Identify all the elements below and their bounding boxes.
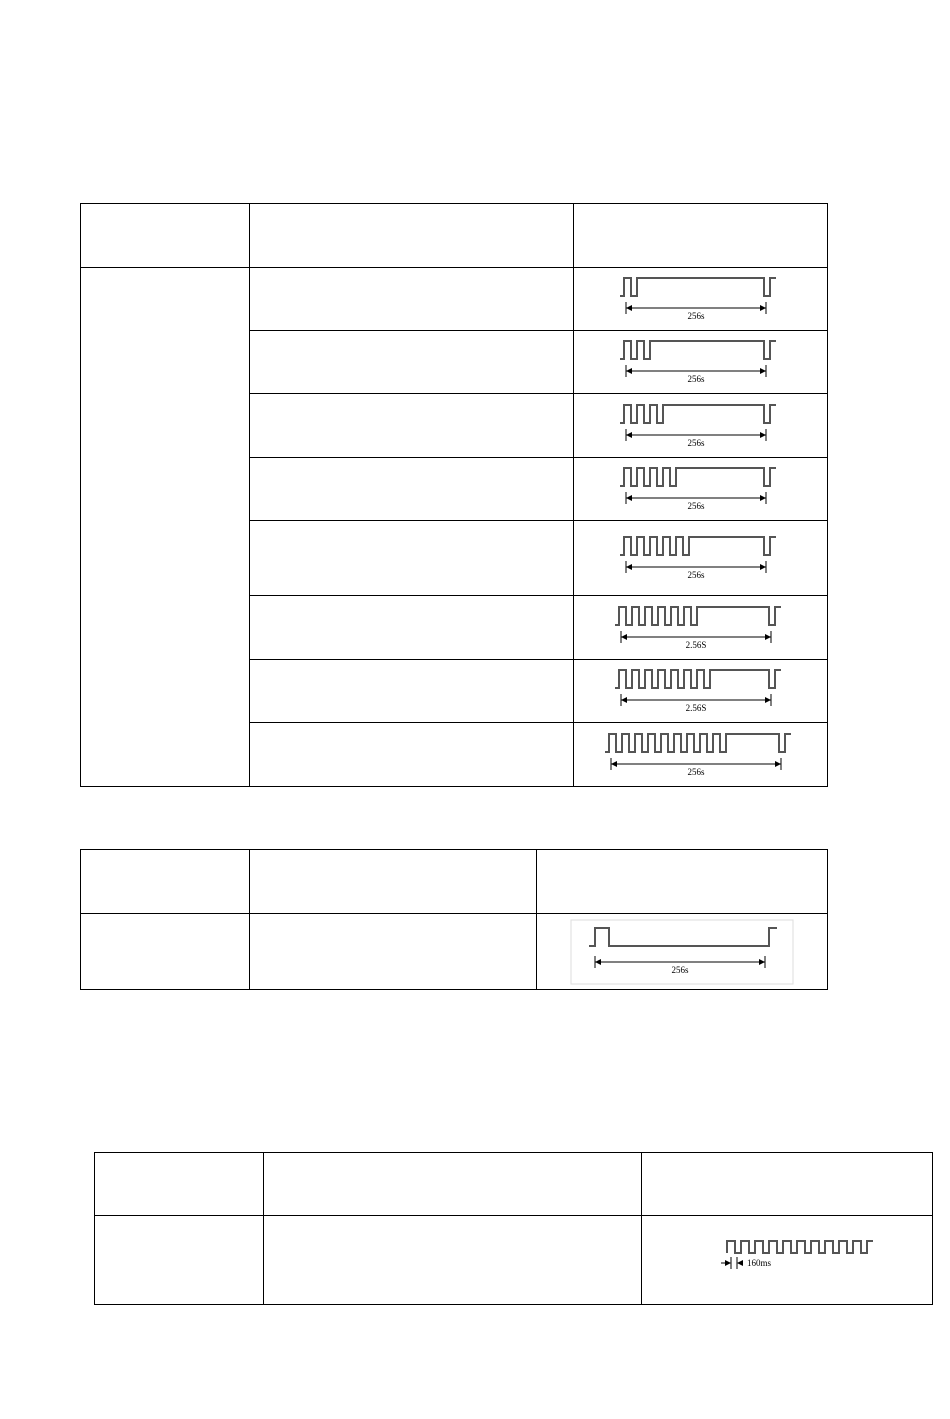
table-header-row xyxy=(95,1153,933,1216)
header-cell xyxy=(81,850,250,914)
table-header-row xyxy=(81,204,828,268)
arrow-head xyxy=(626,368,632,374)
pulse-table-2 xyxy=(80,849,828,990)
waveform-cell xyxy=(574,521,828,596)
waveform-diagram xyxy=(616,462,786,516)
waveform-diagram xyxy=(616,335,786,389)
duration-label: 256s xyxy=(686,570,705,580)
merged-category-cell xyxy=(81,268,250,787)
pulse-train xyxy=(605,734,791,752)
waveform-diagram xyxy=(611,601,791,655)
arrow-head xyxy=(760,368,766,374)
table-header-row xyxy=(81,850,828,914)
arrow-head xyxy=(760,564,766,570)
arrow-head xyxy=(760,432,766,438)
duration-label: 256s xyxy=(686,311,705,321)
pulse-train xyxy=(620,468,776,486)
header-cell xyxy=(264,1153,642,1216)
pulse-train xyxy=(620,405,776,423)
arrow-head xyxy=(611,761,617,767)
header-cell xyxy=(537,850,828,914)
pulse-train xyxy=(620,537,776,555)
pulse-train xyxy=(620,278,776,296)
arrow-head xyxy=(626,432,632,438)
arrow-head xyxy=(765,634,771,640)
duration-label: 256s xyxy=(671,964,689,975)
arrow-head xyxy=(626,495,632,501)
pulse-train xyxy=(620,341,776,359)
duration-label: 160ms xyxy=(747,1258,772,1268)
description-cell xyxy=(250,660,574,723)
waveform-cell xyxy=(642,1216,933,1305)
pulse-train xyxy=(615,670,781,688)
arrow-head xyxy=(595,959,601,965)
header-cell xyxy=(574,204,828,268)
waveform-cell xyxy=(574,458,828,521)
pulse-train xyxy=(615,607,781,625)
waveform-cell xyxy=(574,596,828,660)
waveform-cell xyxy=(574,331,828,394)
table-row xyxy=(95,1216,933,1305)
table-row xyxy=(81,914,828,990)
pulse-table-1 xyxy=(80,203,828,787)
arrow-head xyxy=(765,697,771,703)
header-cell xyxy=(250,204,574,268)
arrow-head xyxy=(775,761,781,767)
description-cell xyxy=(250,331,574,394)
waveform-cell xyxy=(537,914,828,990)
duration-label: 256s xyxy=(686,437,705,448)
arrow-head xyxy=(621,697,627,703)
header-cell xyxy=(95,1153,264,1216)
waveform-cell xyxy=(574,723,828,787)
table-row xyxy=(81,268,828,331)
duration-label: 2.56S xyxy=(685,703,706,713)
pulse-train xyxy=(589,928,777,946)
arrow-head xyxy=(725,1260,731,1266)
header-cell xyxy=(642,1153,933,1216)
category-cell xyxy=(95,1216,264,1305)
waveform-diagram xyxy=(569,918,795,986)
arrow-head xyxy=(626,305,632,311)
arrow-head xyxy=(760,495,766,501)
pulse-table-3 xyxy=(94,1152,933,1305)
description-cell xyxy=(250,394,574,458)
duration-label: 256s xyxy=(686,766,705,777)
waveform-cell xyxy=(574,268,828,331)
description-cell xyxy=(250,914,537,990)
arrow-head xyxy=(759,959,765,965)
description-cell xyxy=(250,723,574,787)
waveform-cell xyxy=(574,394,828,458)
waveform-diagram xyxy=(616,531,786,585)
pulse-train xyxy=(727,1241,873,1253)
arrow-head xyxy=(621,634,627,640)
duration-label: 2.56S xyxy=(685,639,706,650)
arrow-head xyxy=(626,564,632,570)
duration-label: 256s xyxy=(686,374,705,384)
waveform-diagram xyxy=(611,664,791,718)
header-cell xyxy=(81,204,250,268)
arrow-head xyxy=(737,1260,743,1266)
description-cell xyxy=(250,521,574,596)
description-cell xyxy=(250,268,574,331)
waveform-diagram xyxy=(616,272,786,326)
description-cell xyxy=(250,596,574,660)
waveform-diagram xyxy=(687,1235,887,1285)
waveform-diagram xyxy=(601,728,801,782)
duration-label: 256s xyxy=(686,501,705,511)
waveform-cell xyxy=(574,660,828,723)
header-cell xyxy=(250,850,537,914)
waveform-diagram xyxy=(616,399,786,453)
description-cell xyxy=(250,458,574,521)
arrow-head xyxy=(760,305,766,311)
description-cell xyxy=(264,1216,642,1305)
category-cell xyxy=(81,914,250,990)
